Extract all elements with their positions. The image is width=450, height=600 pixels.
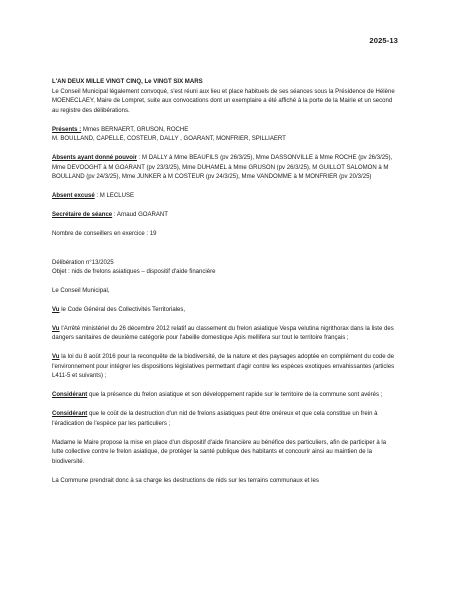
presents-line-1: Mmes BERNAERT, GRUSON, ROCHE (81, 126, 189, 133)
madame-le-maire-paragraph: Madame le Maire propose la mise en place d'un dispositif d'aide financière au bénéfice des particuliers, afin de participer à la lutte collective contre le frelon asiatique, de protéger la santé publique des habitants et concourir ainsi au maintien de la biodiversité. (52, 439, 387, 465)
absent-excuse-text: : M LECLUSE (94, 193, 135, 200)
vu-label-3: Vu (52, 354, 60, 361)
document-body (52, 78, 396, 496)
le-conseil-line: Le Conseil Municipal, (52, 288, 110, 294)
vu-text-3: la loi du 8 août 2016 pour la reconquête de la biodiversité, de la nature et des paysages adoptée en complément du code de l'environnement pour intégrer les dispositions législatives permettant d'agir contre les espèces exotiques envahissantes (articles L411-5 et suivants) ; (52, 354, 395, 380)
vu-paragraph-3 (52, 353, 396, 382)
absent-excuse-label: Absent excusé (52, 193, 95, 200)
session-intro: Le Conseil Municipal légalement convoqué, s'est réuni aux lieu et place habituels de ses séances sous la Présidence de Hélène MOENECLAEY, Maire de Lompret, suite aux convocations dont un exemplaire a été affiché à la porte de la Mairie et un second au registre des délibérations. (52, 88, 395, 114)
absents-pouvoir-text: : M DALLY à Mme BEAUFILS (pv 26/3/25), Mme DASSONVILLE à Mme ROCHE (pv 26/3/25), Mme DEVOOGHT à M GOARANT (pv 23/3/25), Mme DUHAMEL à Mme GRUSON (pv 26/3/25), M GUILLOT SALOMON à M BOULLAND (pv 24/3/25), Mme JUNKER à M COSTEUR (pv 24/3/25), Mme VANDOMME à M MONFRIER (pv 20/3/25) (52, 155, 393, 181)
absents-pouvoir-label: Absents ayant donné pouvoir (52, 155, 138, 162)
vu-label-1: Vu (52, 306, 60, 313)
commune-paragraph: La Commune prendrait donc à sa charge les destructions de nids sur les terrains communaux et les (52, 477, 319, 484)
vu-paragraph-2 (52, 325, 396, 344)
considerant-text-1: que la présence du frelon asiatique et son développement rapide sur le territoire de la commune sont avérés ; (87, 392, 383, 399)
absents-pouvoir-paragraph (52, 154, 396, 183)
presents-line-2: M. BOULLAND, CAPELLE, COSTEUR, DALLY , GOARANT, MONFRIER, SPILLIAERT (52, 136, 286, 143)
presents-paragraph (52, 126, 396, 145)
deliberation-number: Délibération n°13/2025 (52, 259, 114, 266)
considerant-text-2: que le coût de la destruction d'un nid de frelons asiatiques peut être onéreux et que cela constitue un frein à l'éradication de l'espèce par les particuliers ; (52, 411, 378, 427)
secretaire-paragraph (52, 211, 396, 221)
deliberation-heading (52, 259, 396, 278)
secretaire-label: Secrétaire de séance (52, 212, 113, 219)
conseillers-count: Nombre de conseillers en exercice : 19 (52, 230, 157, 237)
session-date-line: L'AN DEUX MILLE VINGT CINQ, Le VINGT SIX MARS (52, 79, 203, 85)
vu-paragraph-1 (52, 306, 396, 316)
absent-excuse-paragraph (52, 192, 396, 202)
secretaire-text: : Arnaud GOARANT (112, 212, 168, 219)
presents-label: Présents : (52, 126, 82, 133)
vu-text-2: l'Arrêté ministériel du 26 décembre 2012 relatif au classement du frelon asiatique Vespa velutina nigrithorax dans la liste des dangers sanitaires de deuxième catégorie pour l'abeille domestique Apis mellifera sur tout le territoire français ; (52, 325, 394, 342)
vu-label-2: Vu (52, 325, 60, 332)
considerant-paragraph-1 (52, 391, 396, 401)
considerant-label-1: Considérant (52, 392, 88, 399)
document-reference: 2025-13 (369, 36, 398, 45)
deliberation-object: Objet : nids de frelons asiatiques – dispositif d'aide financière (52, 269, 216, 276)
considerant-label-2: Considérant (52, 411, 88, 418)
considerant-paragraph-2 (52, 410, 396, 429)
session-header (52, 78, 396, 116)
vu-text-1: le Code Général des Collectivités Territoriales, (59, 306, 186, 313)
